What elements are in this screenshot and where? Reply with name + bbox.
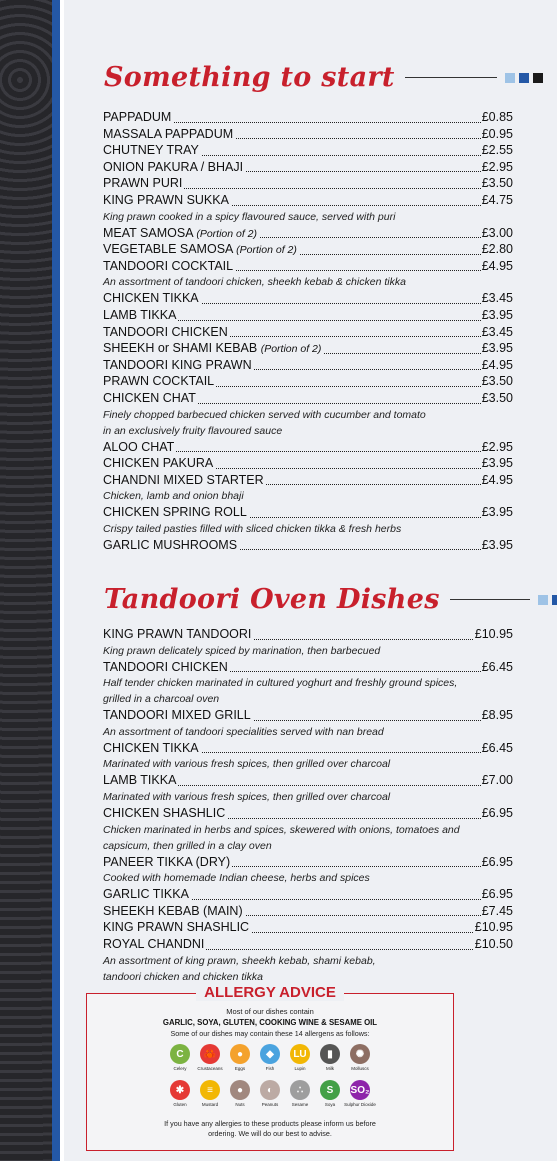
sesame-icon: ∴ bbox=[290, 1080, 310, 1100]
allergen-item bbox=[318, 1044, 342, 1071]
menu-item-name: TANDOORI COCKTAIL bbox=[103, 258, 234, 273]
menu-item-price: £4.95 bbox=[481, 472, 513, 487]
menu-item-name: KING PRAWN SUKKA bbox=[103, 192, 229, 207]
allergy-footer-2: ordering. We will do our best to advise. bbox=[208, 1129, 332, 1138]
menu-item-label bbox=[103, 538, 239, 552]
menu-item-label bbox=[103, 391, 198, 405]
menu-item-label bbox=[103, 855, 232, 869]
allergen-label: Soya bbox=[324, 1102, 336, 1107]
menu-item-row bbox=[103, 175, 513, 192]
menu-item-price: £3.50 bbox=[481, 176, 513, 191]
allergen-item bbox=[228, 1080, 252, 1107]
menu-item-price: £3.95 bbox=[481, 307, 513, 322]
menu-item-price: £2.95 bbox=[481, 439, 513, 454]
allergen-label: Molluscs bbox=[351, 1066, 369, 1071]
title-rule bbox=[450, 599, 530, 600]
menu-item-row bbox=[103, 142, 513, 159]
menu-item-label bbox=[103, 627, 253, 641]
starters-menu-list bbox=[103, 109, 513, 553]
menu-item-description: Marinated with various fresh spices, then grilled over charcoal bbox=[103, 758, 391, 771]
menu-item-row bbox=[103, 225, 513, 242]
menu-item-name: TANDOORI CHICKEN bbox=[103, 324, 228, 339]
menu-item-row bbox=[103, 659, 513, 676]
allergen-item bbox=[258, 1044, 282, 1071]
allergen-label: Gluten bbox=[173, 1102, 187, 1107]
menu-item-portion-note: (Portion of 2) bbox=[196, 227, 258, 240]
menu-item-label bbox=[103, 773, 178, 787]
menu-item-price: £4.95 bbox=[481, 357, 513, 372]
square-blue bbox=[552, 595, 557, 605]
allergen-label: Milk bbox=[326, 1066, 334, 1071]
menu-item-row bbox=[103, 439, 513, 456]
square-light-blue bbox=[505, 73, 515, 83]
menu-item-price: £10.95 bbox=[474, 920, 513, 935]
menu-item-row bbox=[103, 919, 513, 936]
menu-item-label bbox=[103, 341, 323, 355]
menu-item-label bbox=[103, 193, 231, 207]
peanuts-icon: ◐ bbox=[260, 1080, 280, 1100]
menu-item-label bbox=[103, 358, 254, 372]
menu-item-name: TANDOORI MIXED GRILL bbox=[103, 708, 251, 723]
menu-item-description: capsicum, then grilled in a clay oven bbox=[103, 839, 272, 852]
menu-item-row bbox=[103, 390, 513, 407]
menu-item-name: SHEEKH KEBAB (MAIN) bbox=[103, 903, 243, 918]
allergy-footer-1: If you have any allergies to these products please inform us before bbox=[164, 1119, 376, 1128]
menu-item-row bbox=[103, 159, 513, 176]
menu-item-label bbox=[103, 937, 206, 951]
menu-item-label bbox=[103, 242, 299, 256]
crustaceans-icon: 🦀 bbox=[200, 1044, 220, 1064]
menu-item-description: in an exclusively fruity flavoured sauce bbox=[103, 424, 283, 437]
menu-item-name: CHUTNEY TRAY bbox=[103, 143, 199, 158]
allergen-item bbox=[344, 1080, 376, 1107]
menu-item-price: £6.45 bbox=[481, 740, 513, 755]
menu-item-price: £4.75 bbox=[481, 192, 513, 207]
menu-item-row bbox=[103, 192, 513, 209]
menu-item-price: £10.95 bbox=[474, 627, 513, 641]
decorative-side-band bbox=[0, 0, 52, 1161]
allergen-item bbox=[288, 1044, 312, 1071]
menu-item-row bbox=[103, 537, 513, 554]
menu-item-label bbox=[103, 176, 184, 190]
menu-item-label bbox=[103, 920, 251, 934]
menu-item-description: Chicken, lamb and onion bhaji bbox=[103, 490, 244, 503]
menu-item-row bbox=[103, 340, 513, 357]
menu-item-label bbox=[103, 110, 173, 124]
molluscs-icon: ✺ bbox=[350, 1044, 370, 1064]
menu-item-label bbox=[103, 904, 245, 918]
menu-item-name: CHICKEN SHASHLIC bbox=[103, 805, 226, 820]
menu-item-row bbox=[103, 707, 513, 724]
allergen-item bbox=[228, 1044, 252, 1071]
menu-item-description: King prawn delicately spiced by marination, then barbecued bbox=[103, 644, 381, 657]
menu-item-name: CHICKEN TIKKA bbox=[103, 740, 199, 755]
menu-item-label bbox=[103, 708, 253, 722]
allergen-item bbox=[348, 1044, 372, 1071]
menu-item-price: £8.95 bbox=[481, 708, 513, 723]
allergen-icons-row-2 bbox=[97, 1080, 443, 1107]
menu-item-price: £7.00 bbox=[481, 773, 513, 788]
menu-item-price: £0.85 bbox=[481, 110, 513, 124]
menu-item-description: Finely chopped barbecued chicken served with cucumber and tomato bbox=[103, 408, 426, 421]
menu-item-description: Half tender chicken marinated in cultured yoghurt and freshly ground spices, bbox=[103, 677, 458, 690]
menu-item-row bbox=[103, 472, 513, 489]
allergen-item bbox=[318, 1080, 342, 1107]
menu-item-row bbox=[103, 307, 513, 324]
menu-item-label bbox=[103, 308, 178, 322]
menu-item-label bbox=[103, 741, 201, 755]
menu-item-description: Crispy tailed pasties filled with sliced chicken tikka & fresh herbs bbox=[103, 522, 402, 535]
menu-item-portion-note: (Portion of 2) bbox=[236, 244, 297, 257]
menu-item-label bbox=[103, 127, 235, 141]
menu-item-name: SHEEKH or SHAMI KEBAB bbox=[103, 341, 258, 356]
menu-item-name: LAMB TIKKA bbox=[103, 773, 177, 788]
menu-item-name: PRAWN PURI bbox=[103, 176, 183, 191]
menu-item-name: GARLIC TIKKA bbox=[103, 887, 189, 902]
lupin-icon: LU bbox=[290, 1044, 310, 1064]
menu-item-price: £3.50 bbox=[481, 390, 513, 405]
allergen-icons-row-1 bbox=[97, 1044, 443, 1071]
menu-item-row bbox=[103, 357, 513, 374]
allergen-label: Fish bbox=[265, 1066, 275, 1071]
tandoori-menu-list bbox=[103, 626, 513, 985]
menu-item-price: £10.50 bbox=[474, 936, 513, 951]
menu-item-price: £3.45 bbox=[481, 291, 513, 306]
menu-item-row bbox=[103, 886, 513, 903]
decorative-squares bbox=[538, 595, 557, 605]
menu-item-label bbox=[103, 505, 249, 519]
menu-item-price: £3.45 bbox=[481, 324, 513, 339]
menu-item-label bbox=[103, 456, 215, 470]
menu-item-row bbox=[103, 109, 513, 126]
menu-item-name: ONION PAKURA / BHAJI bbox=[103, 159, 244, 174]
menu-item-label bbox=[103, 887, 191, 901]
menu-item-label bbox=[103, 160, 245, 174]
allergen-item bbox=[168, 1044, 192, 1071]
menu-item-label bbox=[103, 473, 266, 487]
section-title: Tandoori Oven Dishes bbox=[104, 584, 440, 615]
allergen-item bbox=[198, 1080, 222, 1107]
nuts-icon: ● bbox=[230, 1080, 250, 1100]
blue-border-stripe bbox=[52, 0, 60, 1161]
menu-item-description: Cooked with homemade Indian cheese, herbs and spices bbox=[103, 872, 370, 885]
menu-item-description: An assortment of tandoori specialities served with nan bread bbox=[103, 725, 384, 738]
menu-item-row bbox=[103, 805, 513, 822]
menu-item-price: £7.45 bbox=[481, 903, 513, 918]
menu-item-label bbox=[103, 660, 230, 674]
menu-item-row bbox=[103, 626, 513, 643]
menu-item-price: £3.00 bbox=[481, 225, 513, 240]
allergen-label: Lupin bbox=[294, 1066, 306, 1071]
menu-item-price: £2.80 bbox=[481, 242, 513, 257]
menu-item-row bbox=[103, 126, 513, 143]
menu-item-label bbox=[103, 440, 176, 454]
menu-item-description: Chicken marinated in herbs and spices, skewered with onions, tomatoes and bbox=[103, 823, 460, 836]
sulphur-dioxide-icon: SO₂ bbox=[350, 1080, 370, 1100]
menu-item-row bbox=[103, 373, 513, 390]
menu-item-description: Marinated with various fresh spices, then grilled over charcoal bbox=[103, 790, 391, 803]
menu-item-description: grilled in a charcoal oven bbox=[103, 693, 220, 706]
menu-item-price: £3.50 bbox=[481, 374, 513, 389]
menu-item-name: PAPPADUM bbox=[103, 110, 172, 124]
menu-item-row bbox=[103, 504, 513, 521]
menu-item-price: £3.95 bbox=[481, 341, 513, 356]
allergy-line-2: GARLIC, SOYA, GLUTEN, COOKING WINE & SESAME OIL bbox=[162, 1018, 378, 1027]
menu-item-row bbox=[103, 936, 513, 953]
menu-item-name: KING PRAWN TANDOORI bbox=[103, 627, 252, 641]
menu-item-name: TANDOORI KING PRAWN bbox=[103, 357, 252, 372]
allergy-title: ALLERGY ADVICE bbox=[196, 984, 344, 1001]
allergen-label: Peanuts bbox=[261, 1102, 279, 1107]
menu-item-name: PANEER TIKKA (DRY) bbox=[103, 854, 231, 869]
menu-item-price: £6.95 bbox=[481, 854, 513, 869]
menu-item-row bbox=[103, 772, 513, 789]
allergy-line-1: Most of our dishes contain bbox=[226, 1007, 314, 1016]
allergen-label: Eggs bbox=[234, 1066, 246, 1071]
allergen-label: Mustard bbox=[201, 1102, 219, 1107]
celery-icon: C bbox=[170, 1044, 190, 1064]
fish-icon: ◆ bbox=[260, 1044, 280, 1064]
menu-item-row bbox=[103, 455, 513, 472]
milk-icon: ▮ bbox=[320, 1044, 340, 1064]
decorative-squares bbox=[505, 73, 543, 83]
menu-item-label bbox=[103, 291, 201, 305]
allergy-line-3: Some of our dishes may contain these 14 allergens as follows: bbox=[170, 1029, 370, 1038]
menu-item-price: £2.95 bbox=[481, 159, 513, 174]
menu-item-name: LAMB TIKKA bbox=[103, 307, 177, 322]
menu-item-price: £6.95 bbox=[481, 887, 513, 902]
allergen-label: Nuts bbox=[235, 1102, 245, 1107]
title-rule bbox=[405, 77, 497, 78]
menu-item-row bbox=[103, 740, 513, 757]
menu-item-name: CHICKEN CHAT bbox=[103, 390, 196, 405]
menu-item-label bbox=[103, 143, 201, 157]
menu-item-name: MEAT SAMOSA bbox=[103, 225, 193, 240]
menu-item-row bbox=[103, 290, 513, 307]
menu-item-price: £0.95 bbox=[481, 126, 513, 141]
allergen-label: Celery bbox=[173, 1066, 187, 1071]
menu-item-description: tandoori chicken and chicken tikka bbox=[103, 970, 263, 983]
menu-item-label bbox=[103, 374, 216, 388]
menu-item-name: CHICKEN TIKKA bbox=[103, 291, 199, 306]
menu-item-label bbox=[103, 325, 230, 339]
menu-item-label bbox=[103, 806, 227, 820]
square-light-blue bbox=[538, 595, 548, 605]
allergen-item bbox=[198, 1044, 222, 1071]
square-blue bbox=[519, 73, 529, 83]
menu-item-label bbox=[103, 259, 235, 273]
menu-item-price: £6.45 bbox=[481, 659, 513, 674]
allergen-item bbox=[168, 1080, 192, 1107]
menu-item-name: VEGETABLE SAMOSA bbox=[103, 242, 233, 257]
allergy-title-wrap bbox=[87, 984, 453, 1002]
allergy-advice-box bbox=[86, 984, 454, 1151]
menu-item-price: £3.95 bbox=[481, 505, 513, 520]
menu-item-name: CHICKEN SPRING ROLL bbox=[103, 505, 247, 520]
section-heading-starters bbox=[104, 62, 543, 93]
menu-item-description: An assortment of tandoori chicken, sheekh kebab & chicken tikka bbox=[103, 276, 406, 289]
menu-item-name: CHICKEN PAKURA bbox=[103, 456, 214, 471]
allergen-label: Sesame bbox=[291, 1102, 309, 1107]
menu-item-name: GARLIC MUSHROOMS bbox=[103, 537, 238, 552]
allergen-item bbox=[258, 1080, 282, 1107]
menu-item-name: MASSALA PAPPADUM bbox=[103, 126, 234, 141]
menu-item-row bbox=[103, 324, 513, 341]
allergen-label: Crustaceans bbox=[197, 1066, 223, 1071]
allergen-item bbox=[288, 1080, 312, 1107]
menu-item-label bbox=[103, 226, 259, 240]
section-heading-tandoori bbox=[104, 584, 557, 615]
menu-item-price: £6.95 bbox=[481, 805, 513, 820]
menu-item-row bbox=[103, 241, 513, 258]
menu-item-row bbox=[103, 258, 513, 275]
menu-item-price: £3.95 bbox=[481, 456, 513, 471]
menu-item-name: TANDOORI CHICKEN bbox=[103, 659, 228, 674]
menu-item-price: £2.55 bbox=[481, 143, 513, 158]
gluten-icon: ✱ bbox=[170, 1080, 190, 1100]
mustard-icon: ≡ bbox=[200, 1080, 220, 1100]
menu-item-price: £4.95 bbox=[481, 258, 513, 273]
section-title: Something to start bbox=[104, 62, 395, 93]
menu-item-description: An assortment of king prawn, sheekh kebab, shami kebab, bbox=[103, 954, 376, 967]
menu-item-row bbox=[103, 854, 513, 871]
menu-item-portion-note: (Portion of 2) bbox=[260, 343, 322, 356]
soya-icon: S bbox=[320, 1080, 340, 1100]
allergen-label: Sulphur Dioxide bbox=[344, 1102, 376, 1107]
menu-item-name: ROYAL CHANDNI bbox=[103, 936, 205, 951]
square-black bbox=[533, 73, 543, 83]
menu-item-price: £3.95 bbox=[481, 537, 513, 552]
menu-item-description: King prawn cooked in a spicy flavoured sauce, served with puri bbox=[103, 210, 396, 223]
menu-item-row bbox=[103, 903, 513, 920]
menu-item-name: PRAWN COCKTAIL bbox=[103, 374, 215, 389]
menu-item-name: CHANDNI MIXED STARTER bbox=[103, 472, 264, 487]
eggs-icon: ● bbox=[230, 1044, 250, 1064]
menu-item-name: KING PRAWN SHASHLIC bbox=[103, 920, 250, 935]
menu-item-name: ALOO CHAT bbox=[103, 439, 175, 454]
